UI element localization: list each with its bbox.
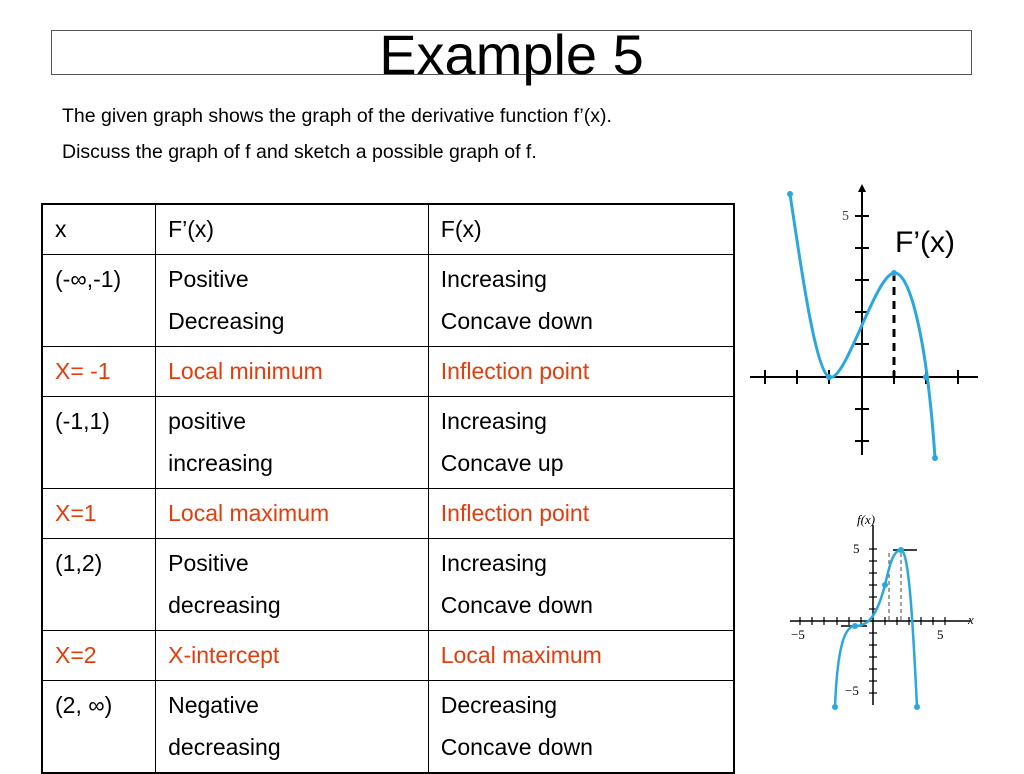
cell-x: (-∞,-1) xyxy=(42,255,156,347)
cell-f xyxy=(428,539,734,631)
intro-line-1: The given graph shows the graph of the derivative function f’(x). xyxy=(62,105,612,127)
table-header-row xyxy=(42,204,734,255)
cell-fprime xyxy=(156,255,429,347)
function-graph xyxy=(785,505,980,715)
cell-text: Decreasing xyxy=(440,692,558,718)
tick-x-left: −5 xyxy=(791,627,805,642)
x-axis-label: x xyxy=(968,612,974,627)
header-fprime: F’(x) xyxy=(156,204,429,255)
page-title: Example 5 xyxy=(379,23,644,86)
cell-x: X= -1 xyxy=(42,347,156,397)
table-row xyxy=(42,681,734,774)
cell-text: increasing xyxy=(168,450,273,476)
cell-fprime xyxy=(156,397,429,489)
cell-fprime xyxy=(156,681,429,774)
intro-text xyxy=(62,98,612,170)
cell-f: Local maximum xyxy=(428,631,734,681)
cell-text: Positive xyxy=(168,266,249,292)
cell-fprime xyxy=(156,539,429,631)
cell-text: decreasing xyxy=(168,734,281,760)
cell-f xyxy=(428,681,734,774)
tick-label-5: 5 xyxy=(842,209,849,224)
cell-text: Positive xyxy=(168,550,249,576)
derivative-label: F’(x) xyxy=(895,226,955,259)
tick-y-top: 5 xyxy=(853,541,860,556)
table-row xyxy=(42,397,734,489)
cell-text: decreasing xyxy=(168,592,281,618)
cell-x: X=1 xyxy=(42,489,156,539)
y-axis-label: f(x) xyxy=(857,512,876,527)
header-x: x xyxy=(42,204,156,255)
cell-text: positive xyxy=(168,408,247,434)
cell-f: Inflection point xyxy=(428,347,734,397)
cell-fprime: X-intercept xyxy=(156,631,429,681)
cell-f xyxy=(428,397,734,489)
cell-text: Increasing xyxy=(440,408,547,434)
table-row xyxy=(42,631,734,681)
tick-y-bottom: −5 xyxy=(845,683,859,698)
cell-text: Concave down xyxy=(440,592,593,618)
intro-line-2: Discuss the graph of f and sketch a possible graph of f. xyxy=(62,141,537,163)
analysis-table xyxy=(41,203,735,774)
derivative-graph xyxy=(745,180,985,465)
table-row xyxy=(42,489,734,539)
header-f: F(x) xyxy=(428,204,734,255)
tick-x-right: 5 xyxy=(937,627,944,642)
cell-f: Inflection point xyxy=(428,489,734,539)
title-box xyxy=(51,23,972,86)
cell-text: Increasing xyxy=(440,266,547,292)
cell-x: X=2 xyxy=(42,631,156,681)
table-row xyxy=(42,539,734,631)
cell-text: Increasing xyxy=(440,550,547,576)
table-row xyxy=(42,255,734,347)
cell-fprime: Local maximum xyxy=(156,489,429,539)
cell-x: (2, ∞) xyxy=(42,681,156,774)
cell-text: Negative xyxy=(168,692,259,718)
cell-text: Concave down xyxy=(440,308,593,334)
cell-text: Concave down xyxy=(440,734,593,760)
cell-f xyxy=(428,255,734,347)
cell-text: Decreasing xyxy=(168,308,285,334)
cell-x: (-1,1) xyxy=(42,397,156,489)
cell-text: Concave up xyxy=(440,450,564,476)
table-row xyxy=(42,347,734,397)
cell-fprime: Local minimum xyxy=(156,347,429,397)
cell-x: (1,2) xyxy=(42,539,156,631)
